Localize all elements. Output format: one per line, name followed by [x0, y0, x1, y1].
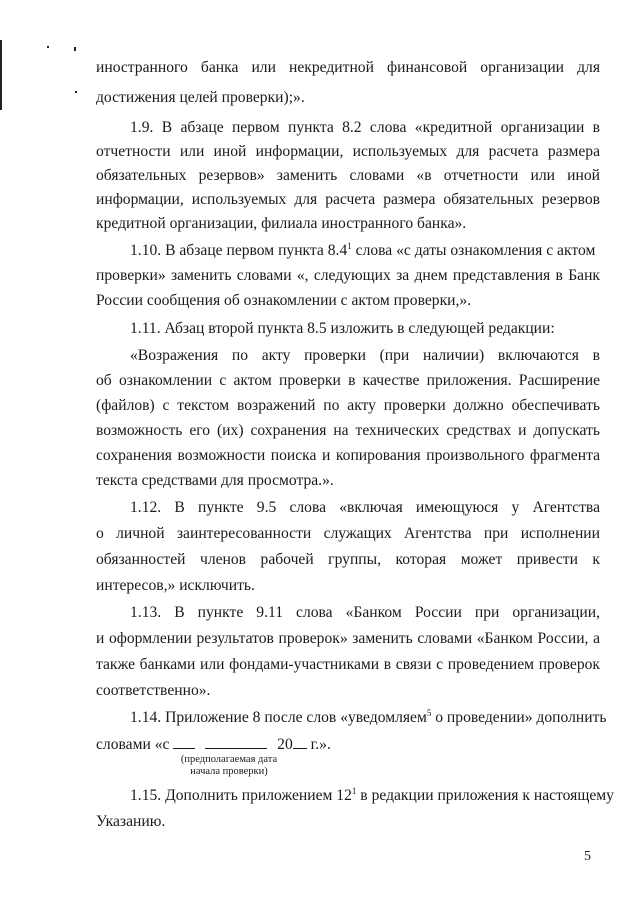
- text-line: текста средствами для просмотра.».: [96, 472, 334, 489]
- clause-1-12-line: 1.12. В пункте 9.5 слова «включая имеющуюся у Агентства: [130, 499, 600, 516]
- text-line: также банками или фондами-участниками в связи с проведением проверок: [96, 656, 600, 673]
- scan-artifact: [0, 40, 2, 110]
- date-placeholder-line: словами «с 20 г.».: [96, 736, 331, 753]
- clause-1-13-line: 1.13. В пункте 9.11 слова «Банком России при организации,: [130, 604, 600, 621]
- text-line: иностранного банка или некредитной финансовой организации для: [96, 59, 600, 76]
- page-number: 5: [584, 849, 591, 864]
- blank-month: [205, 734, 267, 749]
- text-line: об ознакомлении с актом проверки в качестве приложения. Расширение: [96, 372, 600, 389]
- clause-1-10-line: 1.10. В абзаце первом пункта $8.4^1$ слова «с даты ознакомления с актом: [130, 241, 596, 259]
- superscript: 1: [347, 241, 352, 251]
- clause-1-14-line: 1.14. Приложение 8 после слов «уведомляем$^5$ о проведении» дополнить: [130, 708, 607, 726]
- scan-artifact: [47, 46, 49, 48]
- quote-line: «Возражения по акту проверки (при наличии) включаются в: [130, 347, 600, 364]
- text-line: (файлов) с текстом возражений по акту проверки должно обеспечивать: [96, 397, 600, 414]
- scan-artifact: [75, 91, 77, 93]
- superscript: 1: [351, 786, 357, 796]
- blank-year: [293, 734, 307, 749]
- date-caption: (предполагаемая дата начала проверки): [180, 754, 278, 777]
- blank-day: [173, 734, 195, 749]
- text-line: сохранения возможности поиска и копирования произвольного фрагмента: [96, 447, 600, 464]
- text-line: соответственно».: [96, 682, 211, 699]
- superscript: 5: [426, 708, 432, 718]
- text-line: обязательных резервов» заменить словами «в отчетности или иной: [96, 167, 600, 184]
- text-line: проверки» заменить словами «, следующих за днем представления в Банк: [96, 267, 600, 284]
- text-line: возможность его (их) сохранения на технических средствах и допускать: [96, 422, 600, 439]
- text-line: обязанностей членов рабочей группы, которая может привести к: [96, 551, 600, 568]
- text-line: Указанию.: [96, 813, 166, 830]
- text-line: о личной заинтересованности служащих Агентства при исполнении: [96, 525, 600, 542]
- scan-artifact: [74, 47, 76, 51]
- text-line: кредитной организации, филиала иностранного банка».: [96, 215, 467, 232]
- text-line: и оформлении результатов проверок» заменить словами «Банком России, а: [96, 630, 600, 647]
- text-line: достижения целей проверки);».: [96, 89, 305, 106]
- text-line: России сообщения об ознакомлении с актом проверки,».: [96, 292, 472, 309]
- clause-1-15-line: 1.15. Дополнить приложением $12^1$ в редакции приложения к настоящему: [130, 786, 614, 804]
- clause-1-11-line: 1.11. Абзац второй пункта 8.5 изложить в следующей редакции:: [130, 320, 555, 337]
- text-line: отчетности или иной информации, используемых для расчета размера: [96, 143, 600, 160]
- text-line: информации, используемых для расчета размера обязательных резервов: [96, 191, 600, 208]
- clause-1-9-line: 1.9. В абзаце первом пункта 8.2 слова «кредитной организации в: [130, 119, 600, 136]
- text-line: интересов,» исключить.: [96, 577, 255, 594]
